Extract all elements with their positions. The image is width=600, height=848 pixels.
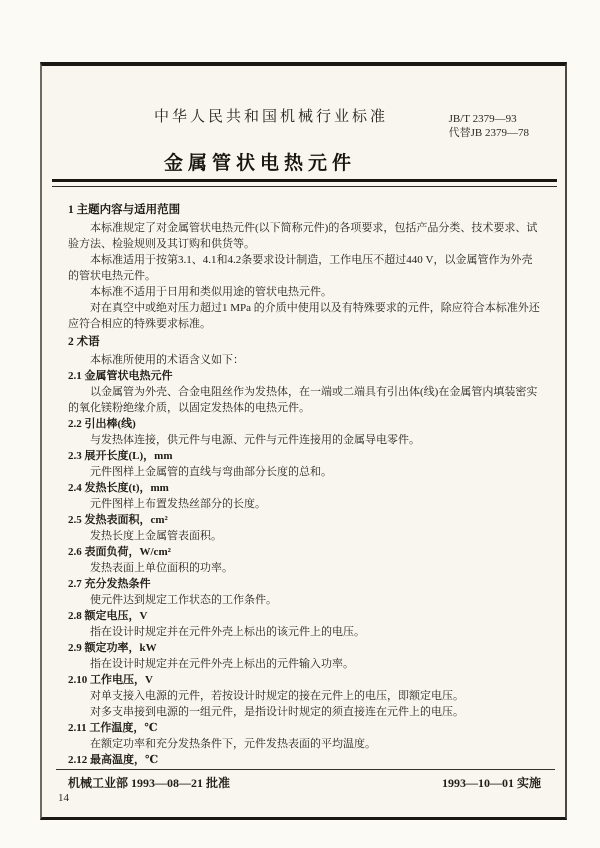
section-2-heading: 2 术语 bbox=[68, 336, 100, 348]
term-2-12 bbox=[68, 752, 540, 766]
page-frame bbox=[40, 62, 567, 820]
term-2-2 bbox=[68, 416, 540, 448]
doc-replaces: 代替JB 2379—78 bbox=[448, 127, 529, 139]
term-2-4 bbox=[68, 480, 540, 512]
term-title: 2.6 表面负荷，W/cm² bbox=[68, 546, 171, 558]
section-1-paragraph: 本标准规定了对金属管状电热元件(以下简称元件)的各项要求，包括产品分类、技术要求、试验方法、检验规则及其订购和供货等。 bbox=[68, 222, 538, 250]
term-title: 2.9 额定功率，kW bbox=[68, 642, 157, 654]
term-2-5 bbox=[68, 512, 540, 544]
doc-id-block bbox=[449, 112, 529, 140]
term-title: 2.10 工作电压，V bbox=[68, 674, 153, 686]
term-body: 对多支串接到电源的一组元件，是指设计时规定的须直接连在元件上的电压。 bbox=[90, 706, 464, 718]
section-1-heading: 1 主题内容与适用范围 bbox=[68, 204, 181, 216]
section-2-intro: 本标准所使用的术语含义如下： bbox=[90, 354, 244, 366]
term-body: 以金属管为外壳、合金电阻丝作为发热体，在一端或二端具有引出体(线)在金属管内填装密实的氧化镁粉绝缘介质，以固定发热体的电热元件。 bbox=[68, 386, 538, 414]
document-footer bbox=[68, 774, 541, 791]
term-title: 2.12 最高温度，℃ bbox=[68, 754, 159, 766]
term-body: 在额定功率和充分发热条件下，元件发热表面的平均温度。 bbox=[90, 738, 376, 750]
term-2-3 bbox=[68, 448, 540, 480]
term-body: 对单支接入电源的元件，若按设计时规定的接在元件上的电压，即额定电压。 bbox=[90, 690, 464, 702]
implementation-text: 1993—10—01 实施 bbox=[441, 776, 541, 790]
term-2-7 bbox=[68, 576, 540, 608]
term-title: 2.8 额定电压，V bbox=[68, 610, 148, 622]
section-1-paragraph: 本标准不适用于日用和类似用途的管状电热元件。 bbox=[90, 286, 332, 298]
term-body: 发热长度上金属管表面积。 bbox=[90, 530, 222, 542]
term-body: 元件图样上金属管的直线与弯曲部分长度的总和。 bbox=[90, 466, 332, 478]
section-1-paragraph: 对在真空中或绝对压力超过1 MPa 的介质中使用以及有特殊要求的元件，除应符合本标准外还应符合相应的特殊要求标准。 bbox=[68, 302, 540, 330]
header-rule-thick bbox=[52, 179, 557, 182]
term-title: 2.2 引出棒(线) bbox=[68, 418, 136, 430]
approval-text: 机械工业部 1993—08—21 批准 bbox=[68, 776, 231, 790]
term-body: 与发热体连接，供元件与电源、元件与元件连接用的金属导电零件。 bbox=[90, 434, 420, 446]
term-title: 2.11 工作温度，℃ bbox=[68, 722, 158, 734]
term-body: 使元件达到规定工作状态的工作条件。 bbox=[90, 594, 277, 606]
term-2-9 bbox=[68, 640, 540, 672]
section-1-paragraph: 本标准适用于按第3.1、4.1和4.2条要求设计制造，工作电压不超过440 V，以金属管作为外壳的管状电热元件。 bbox=[68, 254, 533, 282]
term-body: 元件图样上布置发热丝部分的长度。 bbox=[90, 498, 266, 510]
footer-rule bbox=[56, 769, 555, 770]
term-2-11 bbox=[68, 720, 540, 752]
term-2-1 bbox=[68, 368, 540, 416]
term-body: 发热表面上单位面积的功率。 bbox=[90, 562, 233, 574]
term-title: 2.1 金属管状电热元件 bbox=[68, 370, 173, 382]
term-title: 2.7 充分发热条件 bbox=[68, 578, 151, 590]
doc-number: JB/T 2379—93 bbox=[448, 113, 517, 125]
term-body: 指在设计时规定并在元件外壳上标出的该元件上的电压。 bbox=[90, 626, 365, 638]
term-body: 指在设计时规定并在元件外壳上标出的元件输入功率。 bbox=[90, 658, 354, 670]
header-rule-thin bbox=[52, 186, 557, 187]
standard-org-title: 中华人民共和国机械行业标准 bbox=[154, 109, 389, 125]
term-2-8 bbox=[68, 608, 540, 640]
term-2-10 bbox=[68, 672, 540, 720]
term-title: 2.4 发热长度(t)，mm bbox=[68, 482, 169, 494]
page-number: 14 bbox=[58, 792, 69, 804]
term-title: 2.3 展开长度(L)，mm bbox=[68, 450, 173, 462]
document-body bbox=[68, 200, 540, 766]
document-title: 金属管状电热元件 bbox=[164, 153, 357, 174]
term-2-6 bbox=[68, 544, 540, 576]
term-title: 2.5 发热表面积，cm² bbox=[68, 514, 168, 526]
